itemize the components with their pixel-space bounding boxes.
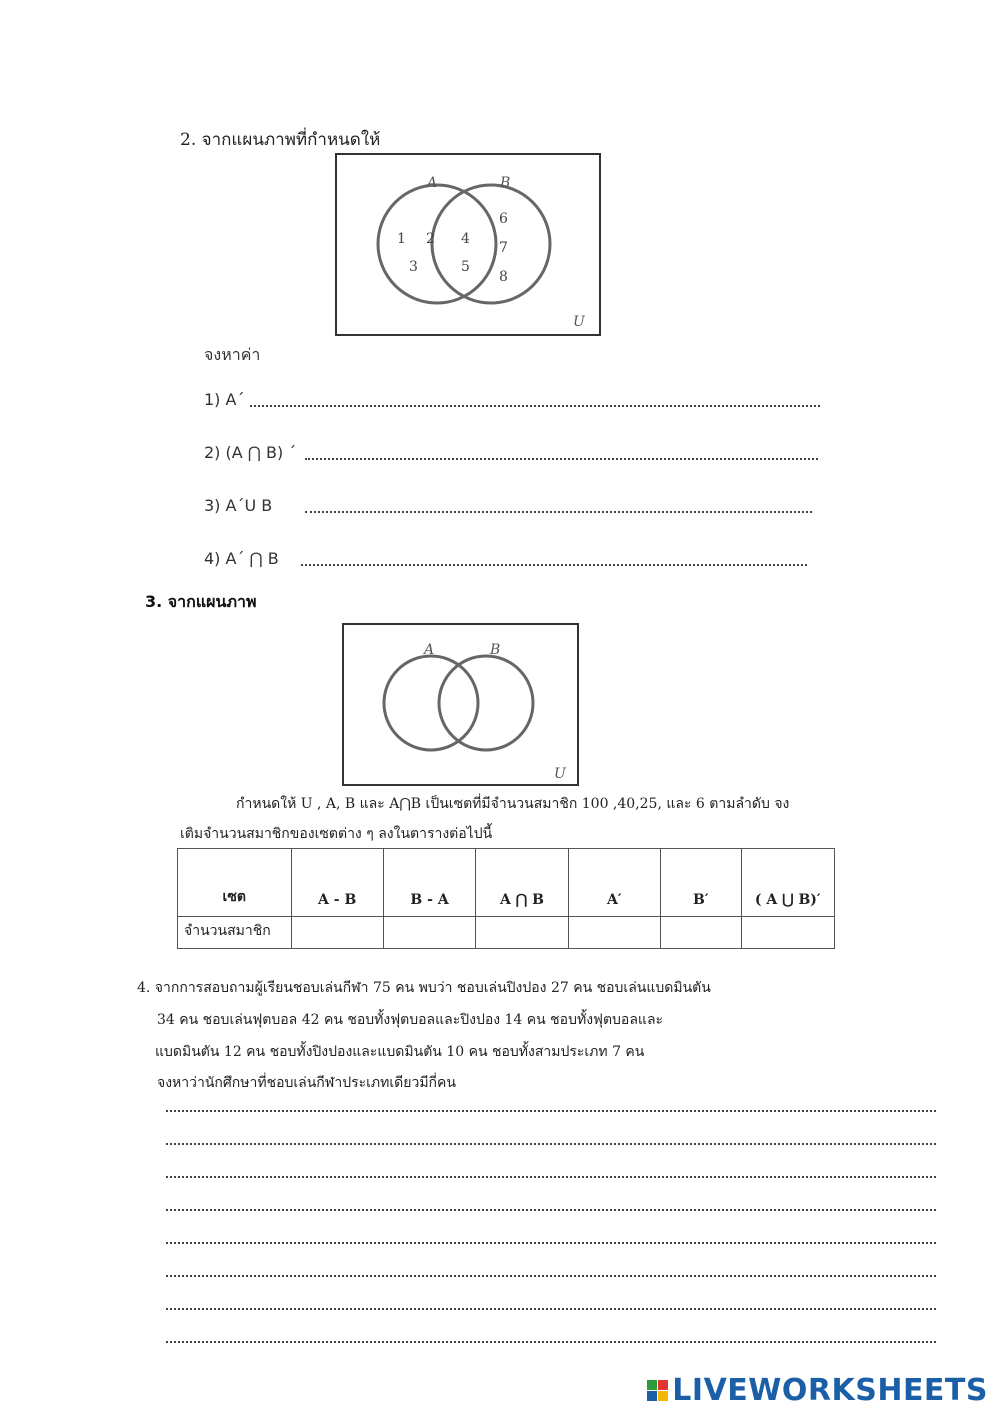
table-header-a-complement: A′ <box>568 849 660 917</box>
q2-venn-diagram <box>335 153 601 336</box>
answer-input-a-complement[interactable] <box>569 915 664 940</box>
answer-cell[interactable] <box>741 917 834 949</box>
q2-label-b: B <box>500 175 511 191</box>
liveworksheets-logo <box>647 1373 988 1408</box>
q3-title: 3. จากแผนภาพ <box>145 592 257 611</box>
q3-text-line2: เติมจำนวนสมาชิกของเซตต่าง ๆ ลงในตารางต่อไปนี้ <box>180 826 493 842</box>
q3-circle-b <box>439 656 533 750</box>
answer-input-a-intersect-b[interactable] <box>476 915 571 940</box>
q2-element: 1 <box>397 231 406 247</box>
table-header-union-complement: ( A ⋃ B)′ <box>741 849 834 917</box>
answer-line[interactable] <box>305 511 812 513</box>
logo-text: LIVEWORKSHEETS <box>672 1373 988 1408</box>
q3-label-b: B <box>490 642 501 658</box>
logo-square <box>658 1380 668 1390</box>
logo-grid-icon <box>647 1380 668 1401</box>
q3-members-table <box>177 848 835 949</box>
table-header-a-minus-b: A - B <box>291 849 383 917</box>
answer-line[interactable] <box>166 1209 936 1211</box>
q4-line-3: แบดมินตัน 12 คน ชอบทั้งปิงปองและแบดมินตัน 10 คน ชอบทั้งสามประเภท 7 คน <box>155 1044 645 1060</box>
q2-circle-a <box>378 185 496 303</box>
answer-line[interactable] <box>166 1275 936 1277</box>
q2-element: 5 <box>461 259 470 275</box>
answer-input-b-complement[interactable] <box>661 915 745 940</box>
answer-line[interactable] <box>166 1308 936 1310</box>
q3-label-a: A <box>424 642 435 658</box>
q2-instruction: จงหาค่า <box>204 345 261 364</box>
answer-line[interactable] <box>166 1176 936 1178</box>
logo-square <box>647 1380 657 1390</box>
q2-title: 2. จากแผนภาพที่กำหนดให้ <box>180 130 381 150</box>
answer-line[interactable] <box>301 564 807 566</box>
answer-cell[interactable] <box>568 917 660 949</box>
q3-text-line1: กำหนดให้ U , A, B และ A⋂B เป็นเซตที่มีจำนวนสมาชิก 100 ,40,25, และ 6 ตามลำดับ จง <box>236 796 790 812</box>
q2-element: 4 <box>461 231 470 247</box>
table-row <box>178 917 835 949</box>
answer-input-union-complement[interactable] <box>742 915 838 940</box>
q2-label-u: U <box>573 314 585 330</box>
q3-label-u: U <box>554 766 566 782</box>
answer-cell[interactable] <box>476 917 568 949</box>
answer-cell[interactable] <box>291 917 383 949</box>
q2-item-3: 3) A´U B <box>204 496 273 515</box>
q2-item-1: 1) A´ <box>204 390 245 409</box>
q2-item-2: 2) (A ⋂ B) ´ <box>204 443 297 462</box>
q2-venn-svg <box>337 155 599 334</box>
q2-element: 2 <box>426 231 435 247</box>
answer-line[interactable] <box>166 1143 936 1145</box>
logo-square <box>658 1391 668 1401</box>
table-header-row <box>178 849 835 917</box>
logo-square <box>647 1391 657 1401</box>
table-row-label: จำนวนสมาชิก <box>178 917 292 949</box>
q3-circle-a <box>384 656 478 750</box>
q2-label-a: A <box>427 175 438 191</box>
q3-venn-svg <box>344 625 577 784</box>
answer-line[interactable] <box>166 1110 936 1112</box>
table-header-set: เซต <box>178 849 292 917</box>
q2-element: 7 <box>499 240 508 256</box>
q2-circle-b <box>432 185 550 303</box>
table-header-b-minus-a: B - A <box>383 849 475 917</box>
answer-input-b-minus-a[interactable] <box>384 915 479 940</box>
table-header-b-complement: B′ <box>661 849 742 917</box>
q2-element: 3 <box>409 259 418 275</box>
answer-line[interactable] <box>166 1242 936 1244</box>
answer-line[interactable] <box>305 458 818 460</box>
answer-cell[interactable] <box>661 917 742 949</box>
answer-cell[interactable] <box>383 917 475 949</box>
answer-input-a-minus-b[interactable] <box>292 915 387 940</box>
q2-item-4: 4) A´ ⋂ B <box>204 549 279 568</box>
answer-line[interactable] <box>250 405 820 407</box>
table-header-a-intersect-b: A ⋂ B <box>476 849 568 917</box>
q4-line-4: จงหาว่านักศึกษาที่ชอบเล่นกีฬาประเภทเดียวมีกี่คน <box>157 1075 456 1091</box>
q4-line-2: 34 คน ชอบเล่นฟุตบอล 42 คน ชอบทั้งฟุตบอลและปิงปอง 14 คน ชอบทั้งฟุตบอลและ <box>157 1012 664 1028</box>
answer-line[interactable] <box>166 1341 936 1343</box>
q2-element: 6 <box>499 211 508 227</box>
q4-line-1: 4. จากการสอบถามผู้เรียนชอบเล่นกีฬา 75 คน พบว่า ชอบเล่นปิงปอง 27 คน ชอบเล่นแบดมินตัน <box>137 980 711 996</box>
q2-element: 8 <box>499 269 508 285</box>
q3-venn-diagram <box>342 623 579 786</box>
